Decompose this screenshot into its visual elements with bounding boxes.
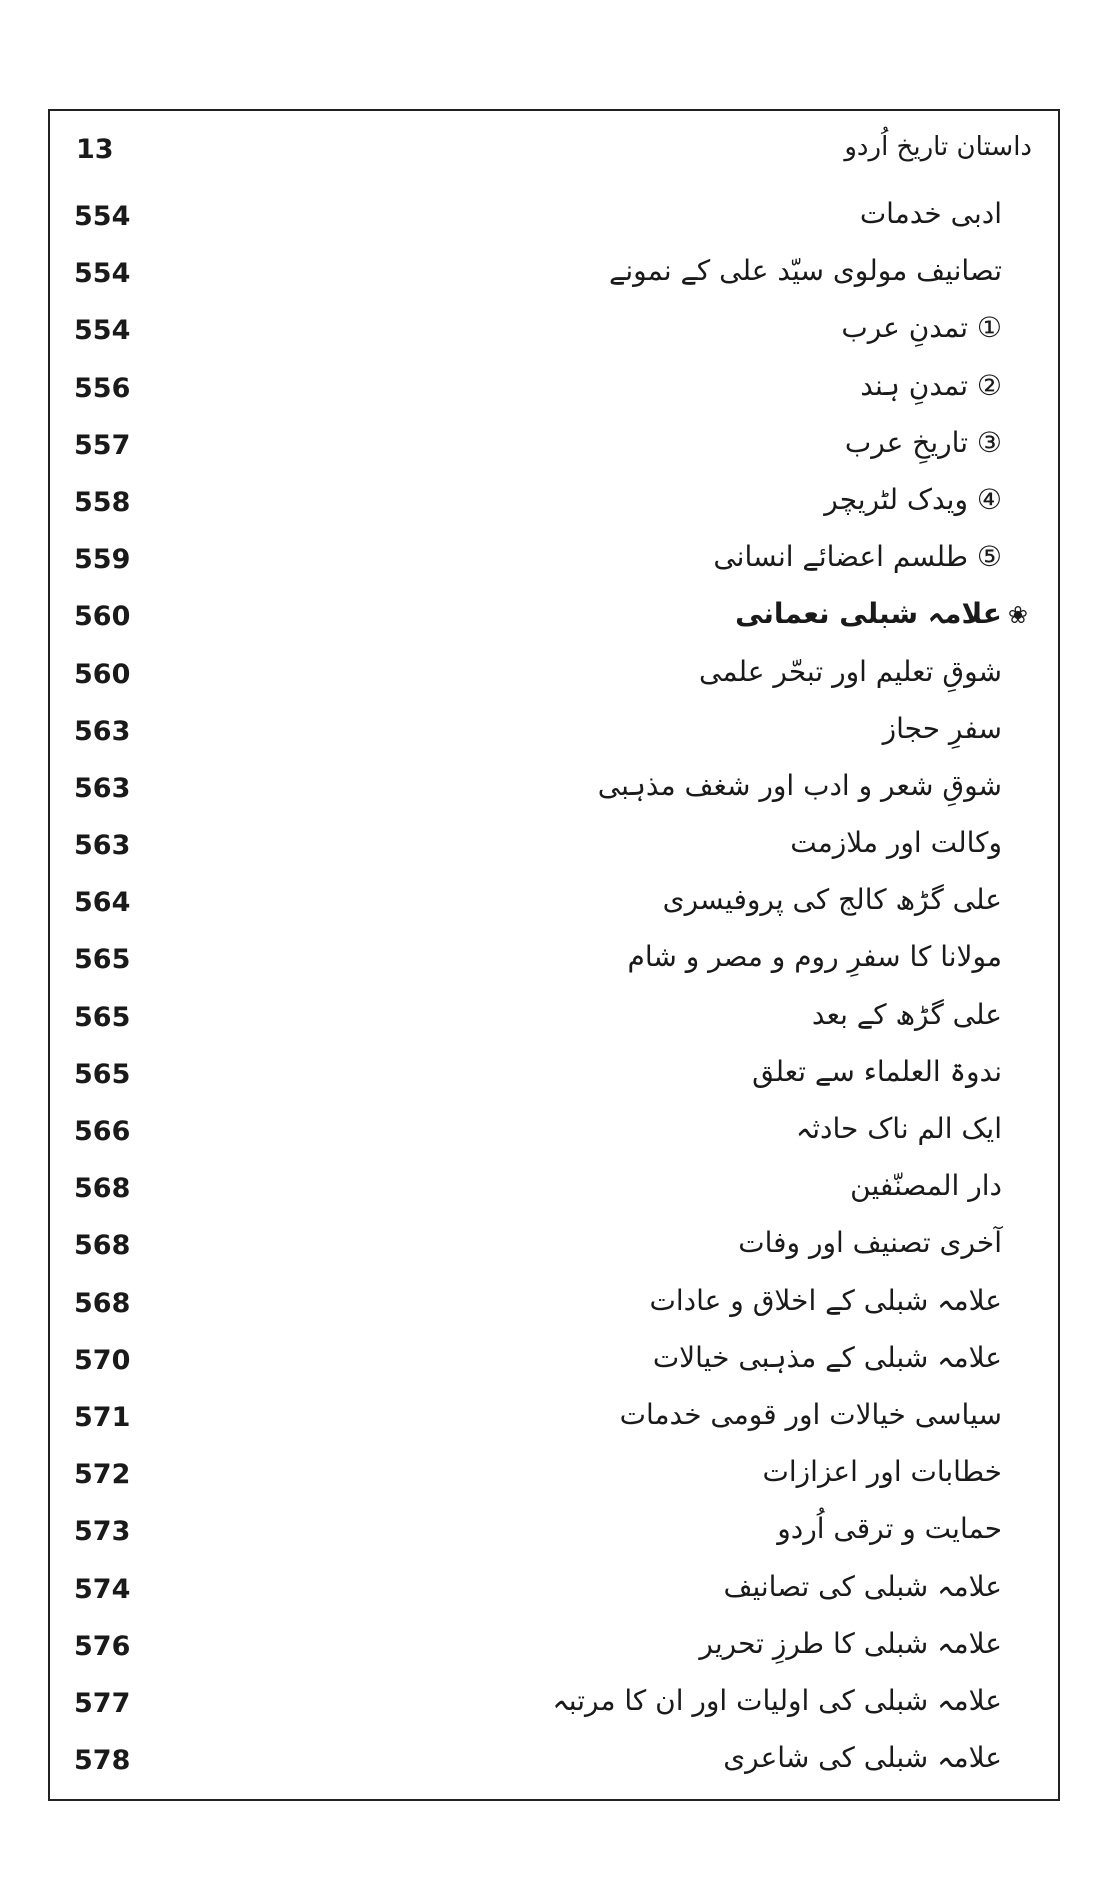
toc-entry [48,479,1060,536]
toc-entry [48,1051,1060,1108]
page-header [48,130,1060,176]
toc-entry-text: آخری تصنیف اور وفات [738,1226,1002,1260]
toc-entry [48,1623,1060,1680]
toc-entry-title [850,1169,1002,1202]
toc-entry-text: علامہ شبلی کے اخلاق و عادات [649,1283,1002,1317]
toc-entry-title [812,998,1002,1031]
toc-page-number: 566 [74,1116,131,1147]
toc-entry-title [713,540,1002,573]
toc-entry-title [790,826,1002,859]
toc-entry-text: شوقِ شعر و ادب اور شغف مذہبی [597,768,1002,802]
toc-entry-text: ایک الم ناک حادثہ [795,1112,1002,1145]
toc-entry [48,422,1060,479]
toc-page-number: 557 [74,429,131,461]
toc-page-number: 572 [74,1459,131,1491]
running-title: داستان تاریخ اُردو [844,132,1032,162]
toc-entry-text: سفرِ حجاز [882,711,1002,745]
toc-entry-title [777,1512,1002,1545]
toc-entry [48,765,1060,822]
toc-entry [48,1680,1060,1737]
toc-entry-title [628,940,1002,973]
toc-entry-text: دار المصنّفین [850,1169,1002,1203]
toc-entry [48,651,1060,708]
toc-entry [48,593,1060,650]
toc-entry [48,250,1060,307]
toc-entry-text: وکالت اور ملازمت [790,826,1002,860]
toc-entry-title [845,426,1002,459]
toc-entry [48,1451,1060,1508]
toc-entry-title [883,712,1002,745]
toc-page-number: 556 [74,372,131,404]
table-of-contents [48,193,1060,1794]
toc-page-number: 563 [74,772,131,804]
toc-page-number: 570 [74,1344,131,1376]
page-number: 13 [76,134,114,165]
toc-entry [48,1165,1060,1222]
toc-entry-title [841,311,1002,344]
toc-entry-title [699,655,1002,688]
toc-entry-text: ③ تاریخِ عرب [844,425,1002,459]
toc-page-number: 568 [74,1173,131,1205]
toc-entry-title [860,197,1002,230]
toc-page-number: 560 [74,601,131,633]
toc-entry-title [752,1055,1002,1088]
toc-entry-title [552,1684,1002,1717]
toc-entry-text: حمایت و ترقی اُردو [777,1512,1002,1546]
toc-entry [48,193,1060,250]
toc-entry-text: شوقِ تعلیم اور تبحّر علمی [699,654,1002,688]
toc-page-number: 558 [74,486,131,518]
toc-entry-title [735,597,1028,630]
toc-entry [48,708,1060,765]
toc-page-number: 563 [74,830,131,862]
toc-entry-text: علامہ شبلی کی شاعری [723,1741,1002,1775]
toc-entry-title [723,1570,1002,1603]
toc-entry-text: علامہ شبلی نعمانی [735,597,1002,631]
toc-page-number: 578 [74,1745,131,1777]
toc-page-number: 560 [74,658,131,690]
toc-entry [48,1222,1060,1279]
toc-entry-text: ① تمدنِ عرب [841,311,1002,345]
toc-entry-title [824,483,1002,516]
toc-page-number: 554 [74,201,131,232]
toc-entry-text: علامہ شبلی کی اولیات اور ان کا مرتبہ [552,1683,1002,1717]
toc-entry-text: خطابات اور اعزازات [762,1455,1002,1489]
toc-page-number: 554 [74,258,131,290]
toc-entry-text: علامہ شبلی کے مذہبی خیالات [652,1340,1002,1374]
toc-entry [48,307,1060,364]
toc-entry-title [860,369,1002,402]
toc-entry-title [598,769,1002,802]
toc-entry-text: تصانیف مولوی سیّد علی کے نمونے [608,254,1002,288]
toc-entry [48,1394,1060,1451]
toc-page-number: 565 [74,1001,131,1033]
toc-entry-text: علامہ شبلی کی تصانیف [723,1569,1002,1603]
toc-entry-text: علامہ شبلی کا طرزِ تحریر [699,1626,1002,1660]
toc-entry-title [796,1112,1002,1145]
toc-entry-text: ندوۃ العلماء سے تعلق [752,1054,1002,1088]
toc-page-number: 565 [74,944,131,976]
toc-entry-title [650,1284,1002,1317]
toc-entry [48,879,1060,936]
toc-page-number: 571 [74,1401,131,1433]
toc-page-number: 577 [74,1687,131,1719]
toc-entry [48,936,1060,993]
toc-entry-title [653,1341,1002,1374]
toc-page-number: 563 [74,715,131,747]
toc-entry [48,822,1060,879]
toc-entry-text: مولانا کا سفرِ روم و مصر و شام [627,940,1002,974]
flower-icon: ❀ [1007,601,1028,630]
toc-entry-title [723,1741,1002,1774]
toc-entry-title [620,1398,1002,1431]
toc-entry-text: ادبی خدمات [859,197,1002,230]
toc-entry-text: ② تمدنِ ہند [860,368,1002,402]
toc-entry [48,1108,1060,1165]
toc-entry [48,994,1060,1051]
toc-page-number: 554 [74,315,131,347]
toc-entry-text: علی گڑھ کالج کی پروفیسری [662,883,1002,917]
toc-page-number: 568 [74,1287,131,1319]
toc-entry-text: ⑤ طلسم اعضائے انسانی [713,540,1002,574]
toc-page-number: 565 [74,1058,131,1090]
toc-page-number: 564 [74,887,131,919]
toc-entry-title [663,883,1002,916]
toc-entry [48,1566,1060,1623]
toc-entry-title [738,1226,1002,1259]
toc-entry [48,1280,1060,1337]
toc-entry [48,1508,1060,1565]
toc-entry-text: علی گڑھ کے بعد [811,997,1002,1031]
toc-entry-title [609,254,1002,287]
toc-page-number: 568 [74,1230,131,1262]
toc-entry [48,1337,1060,1394]
toc-page-number: 559 [74,544,131,576]
toc-entry [48,365,1060,422]
toc-entry-title [763,1455,1003,1488]
toc-entry-text: سیاسی خیالات اور قومی خدمات [619,1397,1002,1431]
toc-entry-text: ④ ویدک لٹریچر [824,482,1002,516]
toc-page-number: 574 [74,1573,131,1605]
toc-page-number: 576 [74,1630,131,1662]
toc-entry [48,536,1060,593]
toc-entry-title [699,1627,1002,1660]
toc-page-number: 573 [74,1516,131,1548]
toc-entry [48,1737,1060,1794]
